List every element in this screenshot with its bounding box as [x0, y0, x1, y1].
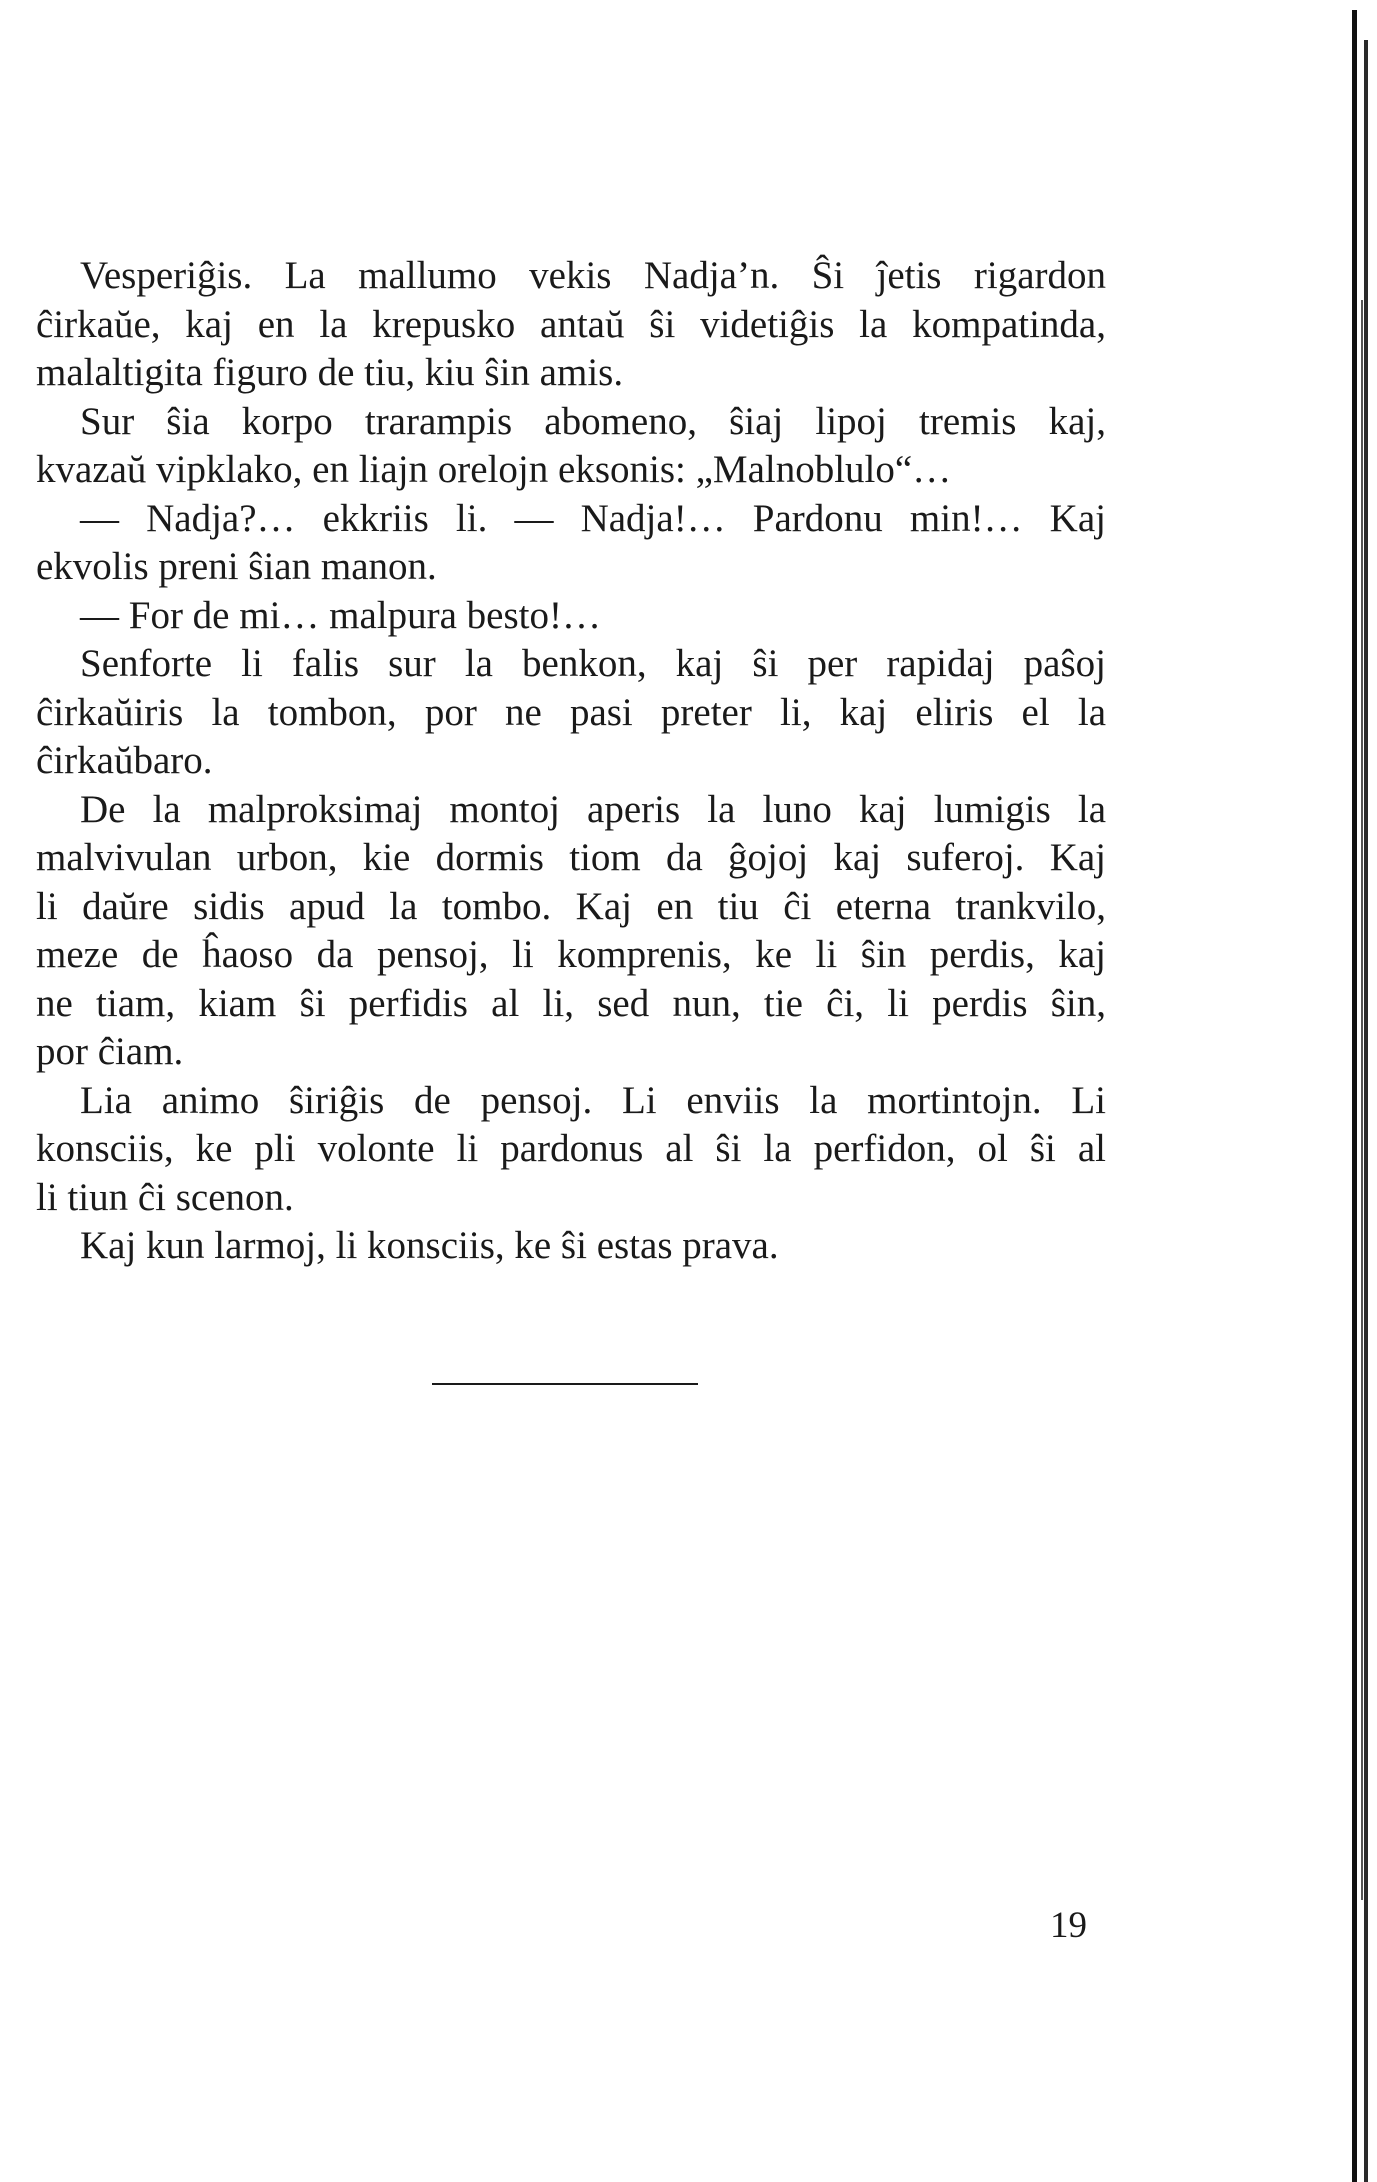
binding-shadow-line: [1364, 40, 1368, 2182]
text-line: li daŭre sidis apud la tombo. Kaj en tiu ĉi eterna trankvilo,: [36, 884, 1106, 928]
text-line: li tiun ĉi scenon.: [36, 1175, 294, 1219]
text-line: Lia animo ŝiriĝis de pensoj. Li enviis la mortintojn. Li: [80, 1078, 1106, 1122]
text-line: ekvolis preni ŝian manon.: [36, 545, 437, 588]
binding-edge: [1341, 0, 1377, 2182]
text-line: Sur ŝia korpo trarampis abomeno, ŝiaj lipoj tremis kaj,: [80, 399, 1106, 443]
paragraph-6: [36, 786, 1106, 1077]
page-number: 19: [1050, 1905, 1087, 1946]
text-line: — Nadja?… ekkriis li. — Nadja!… Pardonu min!… Kaj: [80, 496, 1106, 540]
text-line: ĉirkaŭbaro.: [36, 739, 213, 782]
paragraph-7: [36, 1077, 1106, 1223]
binding-shadow-line: [1352, 10, 1357, 2182]
text-line: Vesperiĝis. La mallumo vekis Nadja’n. Ŝi ĵetis rigardon: [80, 254, 1106, 297]
paragraph-2: [36, 398, 1106, 495]
section-divider: [432, 1383, 698, 1385]
paragraph-1: [36, 252, 1106, 398]
text-line: ĉirkaŭe, kaj en la krepusko antaŭ ŝi videtiĝis la kompatinda,: [36, 302, 1106, 346]
body-text: [36, 252, 1106, 1271]
text-line: malaltigita figuro de tiu, kiu ŝin amis.: [36, 351, 624, 394]
text-line: meze de ĥaoso da pensoj, li komprenis, ke li ŝin perdis, kaj: [36, 933, 1106, 976]
text-line: malvivulan urbon, kie dormis tiom da ĝojoj kaj suferoj. Kaj: [36, 836, 1106, 879]
text-line: ĉirkaŭiris la tombon, por ne pasi preter li, kaj eliris el la: [36, 690, 1106, 734]
text-line: ne tiam, kiam ŝi perfidis al li, sed nun, tie ĉi, li perdis ŝin,: [36, 981, 1106, 1025]
text-line: De la malproksimaj montoj aperis la luno kaj lumigis la: [80, 787, 1106, 831]
text-line: por ĉiam.: [36, 1030, 184, 1073]
paragraph-3: [36, 495, 1106, 592]
text-line: kvazaŭ vipklako, en liajn orelojn eksonis: „Malnoblulo“…: [36, 448, 952, 491]
text-line: Kaj kun larmoj, li konsciis, ke ŝi estas prava.: [80, 1224, 779, 1267]
text-line: konsciis, ke pli volonte li pardonus al ŝi la perfidon, ol ŝi al: [36, 1127, 1106, 1170]
binding-shadow-line: [1361, 300, 1363, 1900]
text-line: — For de mi… malpura besto!…: [80, 593, 601, 637]
paragraph-8: [36, 1222, 1106, 1271]
paragraph-4: [36, 592, 1106, 641]
paragraph-5: [36, 640, 1106, 786]
text-line: Senforte li falis sur la benkon, kaj ŝi per rapidaj paŝoj: [80, 642, 1106, 685]
